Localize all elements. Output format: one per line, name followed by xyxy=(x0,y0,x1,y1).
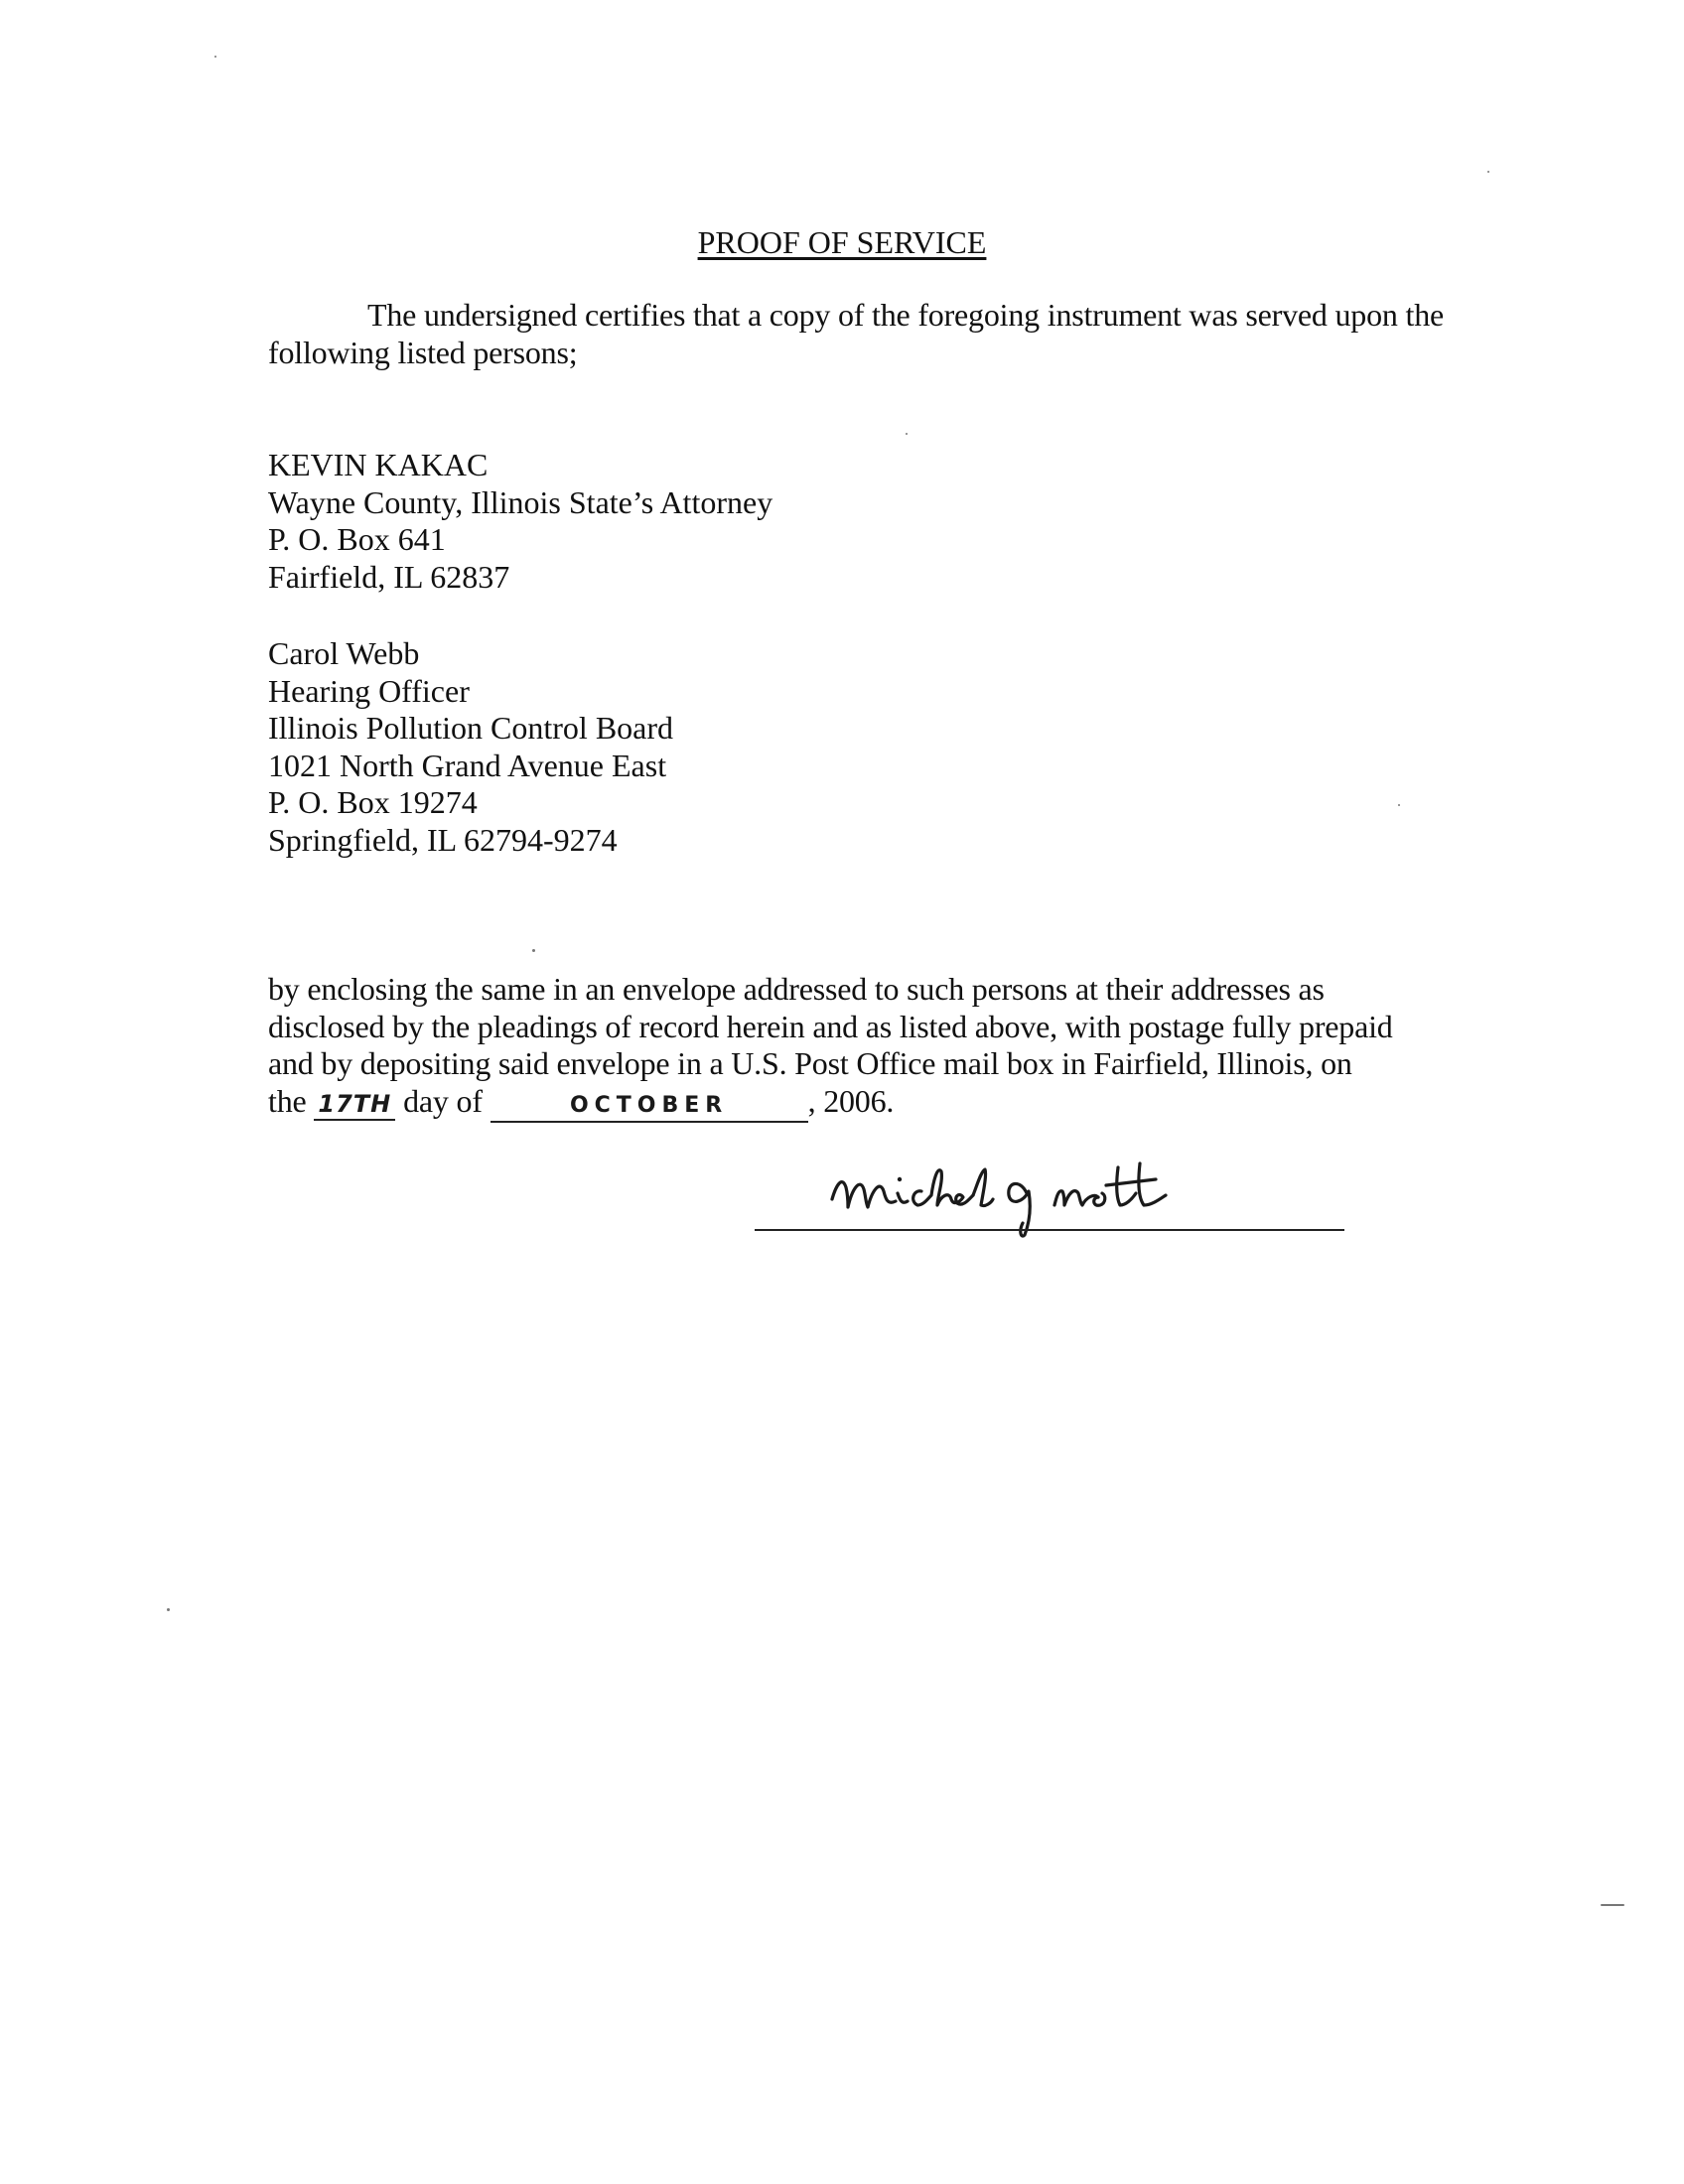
intro-paragraph xyxy=(268,296,1460,371)
signature-line xyxy=(755,1229,1344,1231)
scan-speck xyxy=(167,1608,170,1611)
title-text: PROOF OF SERVICE xyxy=(697,224,987,260)
scan-speck xyxy=(214,56,216,58)
signature-block xyxy=(755,1142,1344,1231)
date-line xyxy=(268,1083,1460,1123)
address-line: 1021 North Grand Avenue East xyxy=(268,747,667,783)
address-line: P. O. Box 641 xyxy=(268,521,446,557)
scan-speck xyxy=(906,433,908,435)
address-line: Hearing Officer xyxy=(268,672,470,709)
month-blank xyxy=(491,1086,808,1123)
scan-speck xyxy=(532,949,535,952)
day-blank xyxy=(314,1086,395,1121)
address-line: Fairfield, IL 62837 xyxy=(268,558,510,595)
scan-speck xyxy=(1601,1904,1624,1906)
address-line: Illinois Pollution Control Board xyxy=(268,710,674,746)
address-line: KEVIN KAKAC xyxy=(268,447,489,482)
page-title xyxy=(0,220,1684,264)
recipient-address-1 xyxy=(268,447,772,596)
address-line: Wayne County, Illinois State’s Attorney xyxy=(268,483,773,520)
address-line: Springfield, IL 62794-9274 xyxy=(268,821,618,858)
intro-text: The undersigned certifies that a copy of the foregoing instrument was served upon the following listed persons; xyxy=(268,297,1445,370)
closing-line: disclosed by the pleadings of record herein and as listed above, with postage fully prepaid xyxy=(268,1008,1393,1044)
closing-line: by enclosing the same in an envelope addressed to such persons at their addresses as xyxy=(268,971,1325,1007)
scan-speck xyxy=(1398,804,1400,806)
recipient-address-2 xyxy=(268,635,673,859)
day-of-label: day of xyxy=(403,1082,483,1119)
address-line: P. O. Box 19274 xyxy=(268,784,478,820)
year-text: , 2006. xyxy=(807,1082,895,1119)
handwritten-day: 17TH xyxy=(318,1089,392,1118)
closing-paragraph xyxy=(268,971,1460,1123)
handwritten-month: OCTOBER xyxy=(569,1092,729,1118)
address-line: Carol Webb xyxy=(268,635,420,671)
date-prefix: the xyxy=(268,1082,307,1119)
signature-image xyxy=(824,1142,1241,1241)
scan-speck xyxy=(1487,171,1489,173)
closing-line: and by depositing said envelope in a U.S. Post Office mail box in Fairfield, Illinois, on xyxy=(268,1045,1352,1081)
